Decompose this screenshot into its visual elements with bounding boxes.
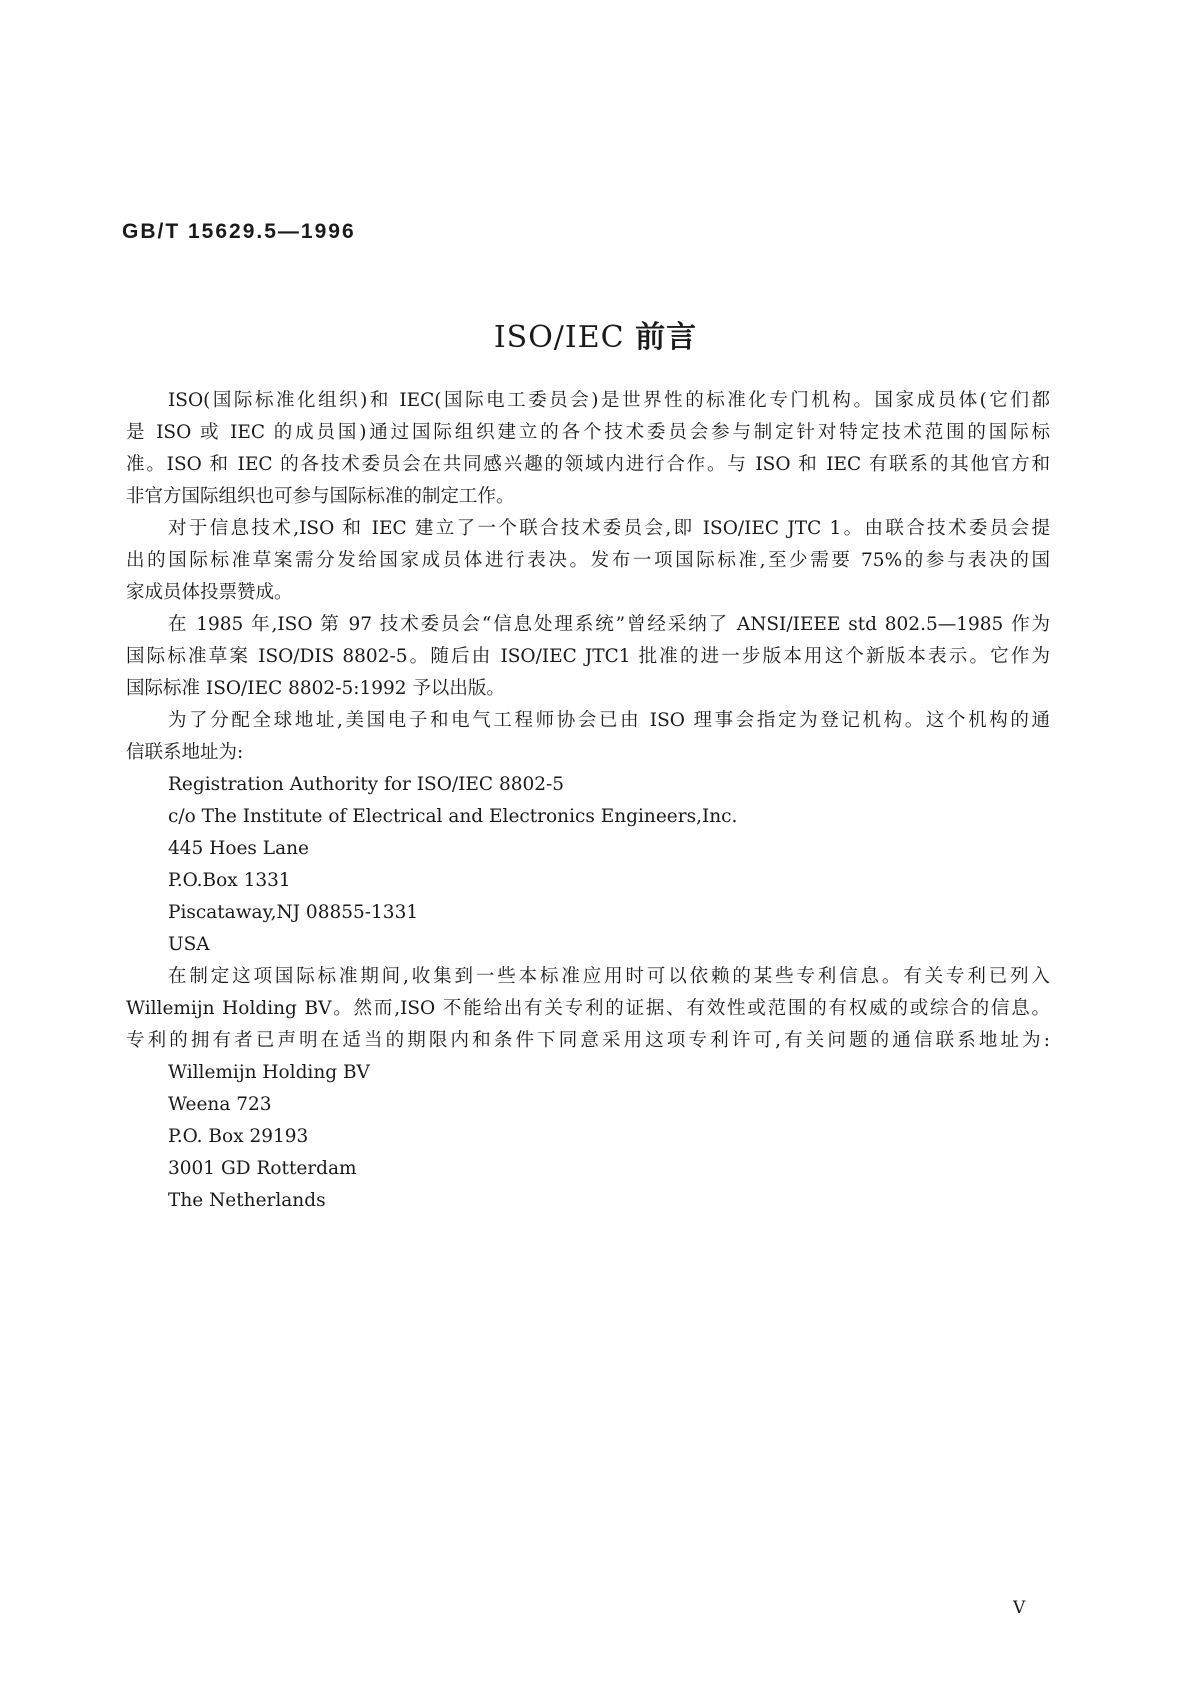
title-chinese: 前言 [635, 320, 698, 355]
address-line: Willemijn Holding BV [168, 1062, 370, 1083]
text-line: 对于信息技术,ISO 和 IEC 建立了一个联合技术委员会,即 ISO/IEC JTC 1。由联合技术委员会提 [168, 518, 1050, 539]
address-line: P.O.Box 1331 [168, 870, 291, 891]
address-line: 3001 GD Rotterdam [168, 1158, 357, 1179]
address-line: The Netherlands [168, 1190, 326, 1211]
text-line: 国际标准草案 ISO/DIS 8802-5。随后由 ISO/IEC JTC1 批准的进一步版本用这个新版本表示。它作为 [126, 646, 1050, 667]
text-line: 家成员体投票赞成。 [126, 582, 293, 603]
title-latin: ISO/IEC [493, 320, 625, 355]
foreword-body [126, 385, 1050, 1217]
text-line: ISO(国际标准化组织)和 IEC(国际电工委员会)是世界性的标准化专门机构。国家成员体(它们都 [168, 390, 1050, 411]
address-line: c/o The Institute of Electrical and Electronics Engineers,Inc. [168, 806, 738, 827]
text-line: 在制定这项国际标准期间,收集到一些本标准应用时可以依赖的某些专利信息。有关专利已列入 [168, 966, 1050, 987]
text-line: 国际标准 ISO/IEC 8802-5:1992 予以出版。 [126, 678, 505, 699]
text-line: 是 ISO 或 IEC 的成员国)通过国际组织建立的各个技术委员会参与制定针对特定技术范围的国际标 [126, 422, 1050, 443]
text-line: 非官方国际组织也可参与国际标准的制定工作。 [126, 486, 515, 507]
text-line: 在 1985 年,ISO 第 97 技术委员会“信息处理系统”曾经采纳了 ANSI/IEEE std 802.5—1985 作为 [168, 614, 1050, 635]
address-line: 445 Hoes Lane [168, 838, 309, 859]
page-title [0, 312, 1191, 356]
text-line: 为了分配全球地址,美国电子和电气工程师协会已由 ISO 理事会指定为登记机构。这个机构的通 [168, 710, 1050, 731]
address-line: Piscataway,NJ 08855-1331 [168, 902, 419, 923]
text-line: 出的国际标准草案需分发给国家成员体进行表决。发布一项国际标准,至少需要 75%的参与表决的国 [126, 550, 1050, 571]
address-line: Weena 723 [168, 1094, 272, 1115]
address-line: Registration Authority for ISO/IEC 8802-5 [168, 774, 565, 795]
address-line: USA [168, 934, 210, 955]
text-line: 信联系地址为: [126, 742, 244, 763]
standard-number: GB/T 15629.5—1996 [122, 220, 356, 243]
page-number: V [1013, 1598, 1026, 1618]
text-line: Willemijn Holding BV。然而,ISO 不能给出有关专利的证据、有效性或范围的有权威的或综合的信息。 [126, 998, 1050, 1019]
text-line: 准。ISO 和 IEC 的各技术委员会在共同感兴趣的领域内进行合作。与 ISO 和 IEC 有联系的其他官方和 [126, 454, 1050, 475]
text-line: 专利的拥有者已声明在适当的期限内和条件下同意采用这项专利许可,有关问题的通信联系地址为: [126, 1030, 1050, 1051]
address-line: P.O. Box 29193 [168, 1126, 309, 1147]
